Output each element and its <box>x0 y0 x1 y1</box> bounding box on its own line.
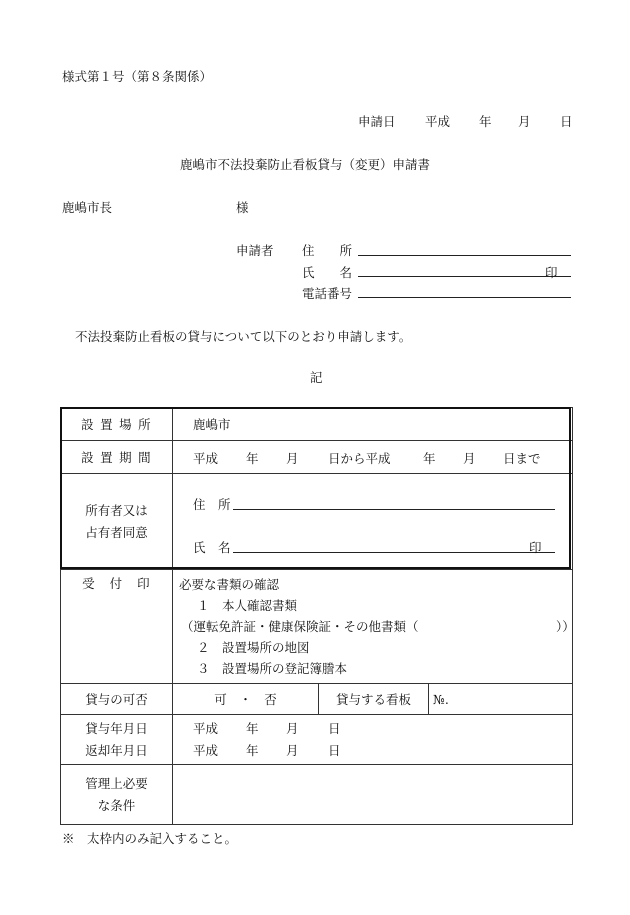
docs-title: 必要な書類の確認 <box>179 577 280 592</box>
owner-address-line <box>233 509 555 510</box>
doc-item <box>173 637 572 658</box>
applicant-address-line <box>358 255 571 256</box>
approval-row <box>61 684 573 715</box>
conditions-label <box>61 765 173 825</box>
period-row <box>61 441 573 474</box>
applicant-name-line <box>358 276 571 277</box>
period-from: 日から平成 <box>328 451 391 466</box>
approval-label: 貸与の可否 <box>61 684 173 715</box>
doc-item-text: 設置場所の地図 <box>222 640 310 655</box>
form-title: 鹿嶋市不法投棄防止看板貸与（変更）申請書 <box>180 157 431 172</box>
owner-label-line-1: 所有者又は <box>85 502 148 518</box>
docs-checklist <box>173 570 573 684</box>
addressee-name: 鹿嶋市長 <box>62 200 113 215</box>
return-year: 年 <box>246 742 259 758</box>
owner-consent-row <box>61 474 573 570</box>
return-month: 月 <box>286 742 299 758</box>
period-until: 日まで <box>503 451 541 466</box>
lend-era: 平成 <box>193 720 219 736</box>
owner-address-label: 住 所 <box>193 496 231 512</box>
location-label: 設 置 場 所 <box>61 408 173 441</box>
ki-heading: 記 <box>310 370 323 385</box>
location-row <box>61 408 573 441</box>
conditions-label-line-1: 管理上必要 <box>85 775 148 791</box>
doc-item <box>173 595 572 616</box>
sign-label: 貸与する看板 <box>319 684 429 715</box>
details-table <box>60 407 573 825</box>
date-era: 平成 <box>425 114 451 129</box>
period-year-1: 年 <box>246 451 259 466</box>
period-label: 設 置 期 間 <box>61 441 173 474</box>
addressee-honorific: 様 <box>236 200 249 215</box>
applicant-label: 申請者 <box>236 243 274 258</box>
return-era: 平成 <box>193 742 219 758</box>
doc-item-number: １ <box>197 598 210 613</box>
applicant-seal: 印 <box>545 265 558 280</box>
owner-name-label: 氏 名 <box>193 539 231 555</box>
date-month: 月 <box>518 114 531 129</box>
conditions-label-line-2: な条件 <box>97 797 136 813</box>
return-date-label: 返却年月日 <box>85 742 148 758</box>
owner-name-line <box>233 552 555 553</box>
conditions-row <box>61 765 573 825</box>
lend-date-label: 貸与年月日 <box>85 720 148 736</box>
doc-item <box>173 616 575 637</box>
doc-item-number: ２ <box>197 640 210 655</box>
location-value: 鹿嶋市 <box>173 408 573 441</box>
receipt-row <box>61 570 573 684</box>
doc-item <box>173 658 572 679</box>
doc-item-text: 本人確認書類 <box>222 598 298 613</box>
period-era: 平成 <box>193 451 219 466</box>
return-day: 日 <box>328 742 341 758</box>
doc-item-text: （運転免許証・健康保険証・その他書類（ ）） <box>181 619 575 634</box>
conditions-value <box>173 765 573 825</box>
period-month-2: 月 <box>463 451 476 466</box>
body-text: 不法投棄防止看板の貸与について以下のとおり申請します。 <box>75 329 412 344</box>
applicant-phone-line <box>358 297 571 298</box>
owner-consent-value <box>173 474 573 570</box>
period-value <box>173 441 573 474</box>
approval-value: 可 ・ 否 <box>173 684 319 715</box>
lend-return-values <box>173 715 573 765</box>
footnote: ※ 太枠内のみ記入すること。 <box>62 831 238 846</box>
applicant-phone-label: 電話番号 <box>302 286 353 301</box>
receipt-label: 受 付 印 <box>61 570 173 684</box>
date-year: 年 <box>479 114 492 129</box>
doc-item-number: ３ <box>197 661 210 676</box>
sign-number: №. <box>429 684 573 715</box>
lend-year: 年 <box>246 720 259 736</box>
lend-day: 日 <box>328 720 341 736</box>
lend-return-labels <box>61 715 173 765</box>
owner-consent-label <box>61 474 173 570</box>
applicant-address-label: 住 所 <box>302 243 353 258</box>
date-day: 日 <box>560 114 573 129</box>
owner-seal: 印 <box>529 539 542 555</box>
form-number: 様式第１号（第８条関係） <box>62 69 213 84</box>
doc-item-text: 設置場所の登記簿謄本 <box>222 661 348 676</box>
lend-month: 月 <box>286 720 299 736</box>
owner-label-line-2: 占有者同意 <box>85 524 148 540</box>
period-year-2: 年 <box>423 451 436 466</box>
date-label: 申請日 <box>358 114 396 129</box>
applicant-name-label: 氏 名 <box>302 265 353 280</box>
period-month-1: 月 <box>286 451 299 466</box>
lend-return-row <box>61 715 573 765</box>
